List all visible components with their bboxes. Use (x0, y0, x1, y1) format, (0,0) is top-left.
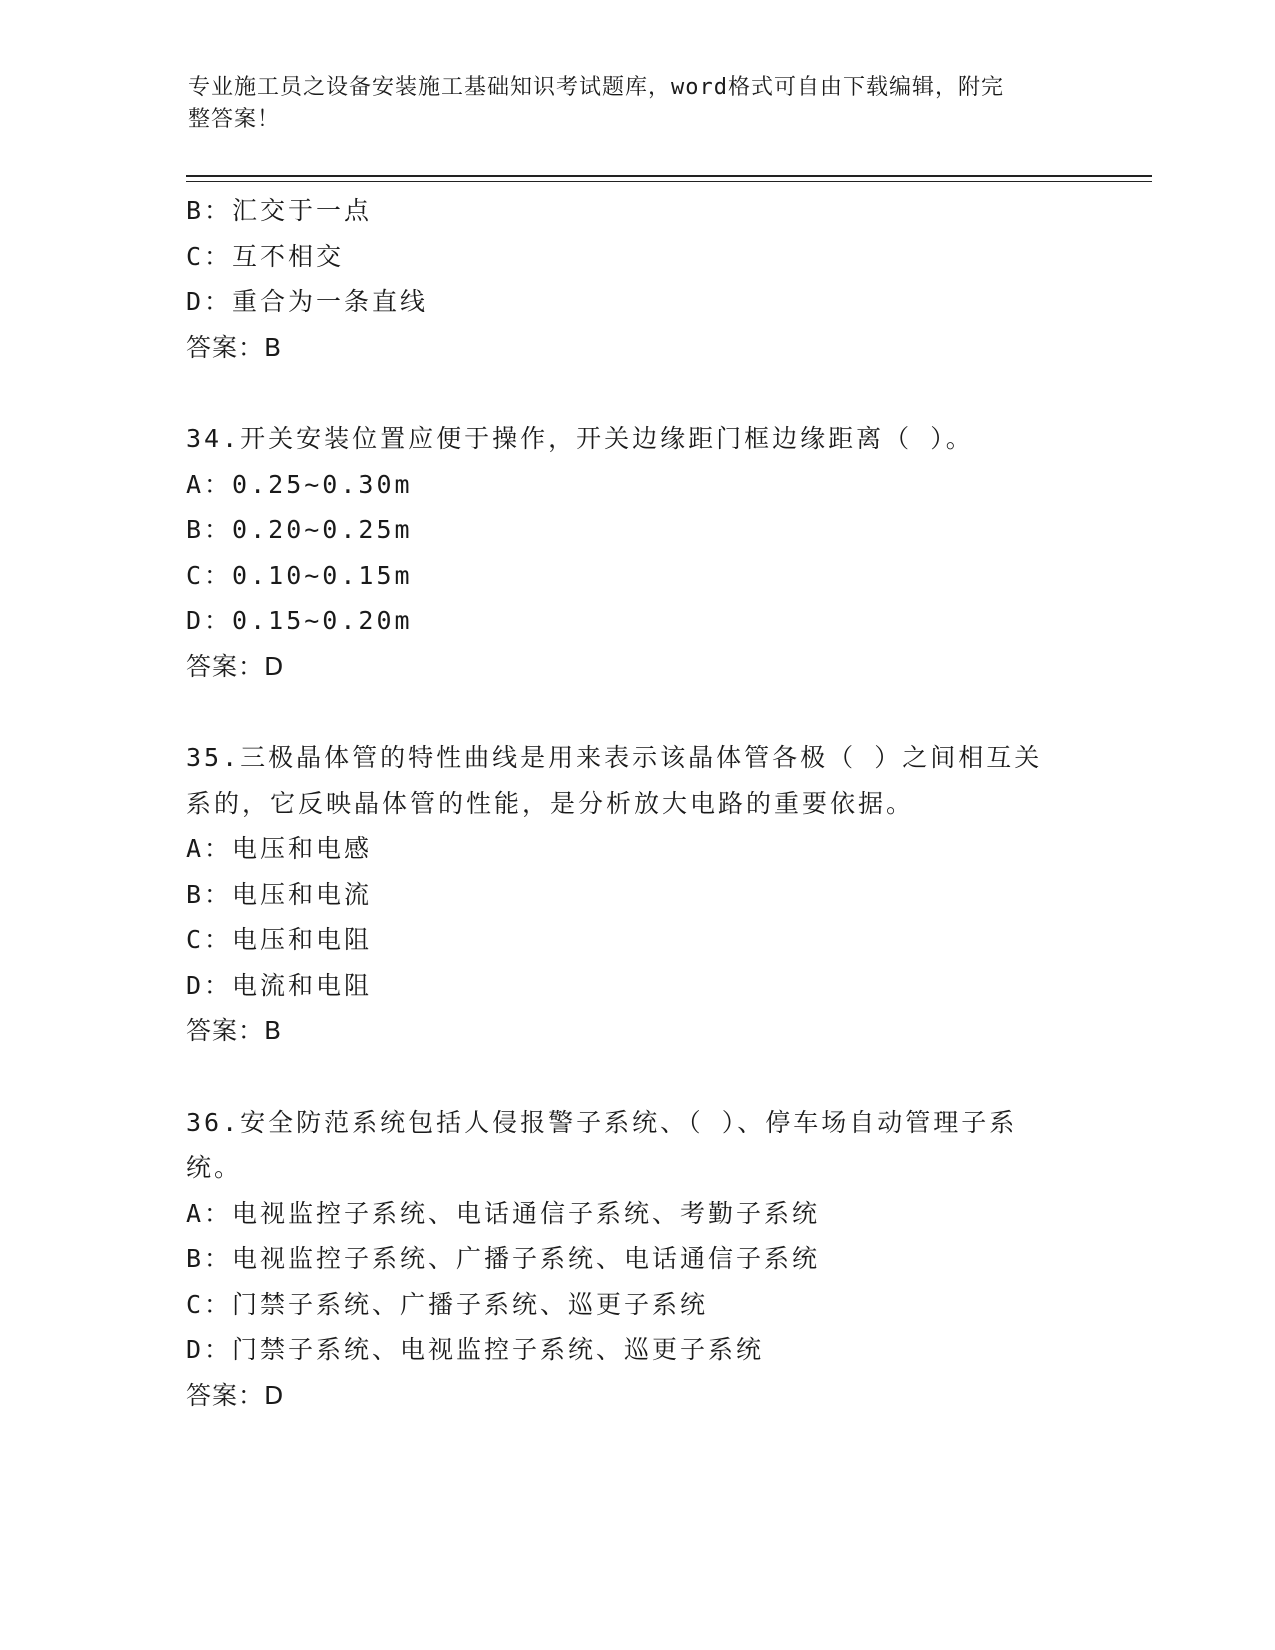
question-stem-line-1: 36.安全防范系统包括人侵报警子系统、（ ）、停车场自动管理子系 (186, 1107, 1018, 1137)
option-c: C：0.10~0.15m (186, 560, 413, 590)
option-d: D：电流和电阻 (186, 970, 373, 1000)
option-a: A：0.25~0.30m (186, 469, 413, 499)
header-rule-thin (186, 181, 1152, 182)
option-b: B：电视监控子系统、广播子系统、电话通信子系统 (186, 1244, 821, 1273)
question-stem: 34.开关安装位置应便于操作，开关边缘距门框边缘距离（ ）。 (186, 424, 974, 453)
question-36 (186, 1100, 1066, 1419)
header-line-1: 专业施工员之设备安装施工基础知识考试题库，word格式可自由下载编辑，附完 (188, 75, 1004, 100)
question-stem-line-2: 系的，它反映晶体管的性能，是分析放大电路的重要依据。 (186, 788, 915, 818)
question-34 (186, 416, 1066, 689)
answer: 答案：B (186, 332, 283, 362)
answer: 答案：D (186, 1380, 285, 1410)
document-header (188, 72, 1068, 136)
answer: 答案：D (186, 651, 285, 681)
option-c: C：门禁子系统、广播子系统、巡更子系统 (186, 1289, 709, 1319)
header-line-2: 整答案！ (188, 107, 281, 132)
option-c: C：互不相交 (186, 241, 345, 271)
question-stem-line-2: 统。 (186, 1153, 243, 1182)
header-rule (186, 175, 1152, 177)
spacer (186, 689, 1066, 735)
question-35 (186, 735, 1066, 1054)
option-d: D：0.15~0.20m (186, 606, 413, 635)
spacer (186, 1054, 1066, 1100)
option-a: A：电视监控子系统、电话通信子系统、考勤子系统 (186, 1198, 821, 1228)
question-33-tail (186, 188, 1066, 370)
option-b: B：汇交于一点 (186, 196, 373, 225)
option-b: B：电压和电流 (186, 879, 373, 909)
option-c: C：电压和电阻 (186, 925, 373, 954)
question-list (186, 188, 1066, 1418)
question-stem-line-1: 35.三极晶体管的特性曲线是用来表示该晶体管各极（ ）之间相互关 (186, 743, 1043, 772)
option-a: A：电压和电感 (186, 834, 373, 863)
option-d: D：重合为一条直线 (186, 287, 429, 316)
spacer (186, 370, 1066, 416)
option-d: D：门禁子系统、电视监控子系统、巡更子系统 (186, 1335, 765, 1364)
option-b: B：0.20~0.25m (186, 515, 413, 544)
answer: 答案：B (186, 1016, 283, 1045)
